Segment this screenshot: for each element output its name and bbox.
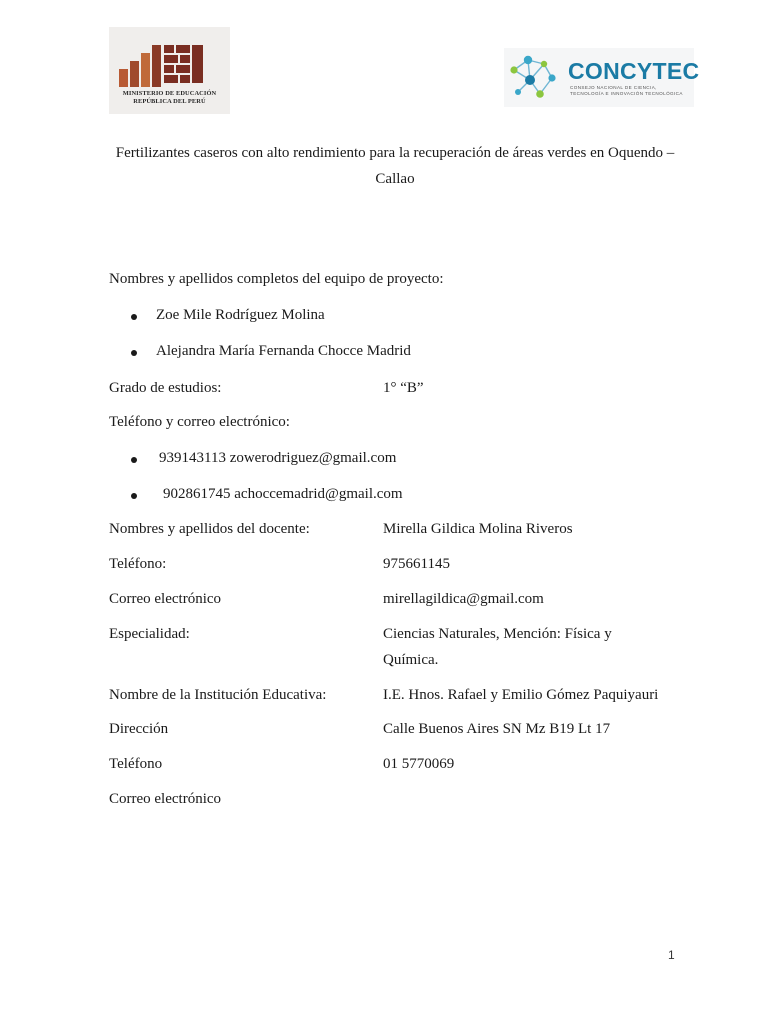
concytec-subtitle-line1: CONSEJO NACIONAL DE CIENCIA, (570, 85, 657, 90)
document-title: Fertilizantes caseros con alto rendimiento para la recuperación de áreas verdes en Oquendo – Callao (115, 145, 675, 187)
grade-label: Grado de estudios: (109, 380, 222, 396)
school-email-label: Correo electrónico (109, 791, 222, 807)
grade-value: 1° “B” (383, 380, 424, 396)
bullet-icon (131, 350, 137, 356)
team-member-1: Zoe Mile Rodríguez Molina (156, 307, 325, 323)
network-nodes-icon (504, 48, 568, 107)
institution-label: Nombre de la Institución Educativa: (109, 687, 327, 703)
specialty-value-line1: Ciencias Naturales, Mención: Física y (383, 626, 612, 642)
address-label: Dirección (109, 721, 169, 737)
teacher-name-value: Mirella Gildica Molina Riveros (383, 521, 573, 537)
school-phone-value: 01 5770069 (383, 756, 455, 772)
specialty-label: Especialidad: (109, 626, 190, 642)
address-value: Calle Buenos Aires SN Mz B19 Lt 17 (383, 721, 611, 737)
team-label: Nombres y apellidos completos del equipo de proyecto: (109, 271, 444, 287)
bullet-icon (131, 457, 137, 463)
teacher-name-label: Nombres y apellidos del docente: (109, 521, 310, 537)
minedu-logo (109, 27, 230, 114)
concytec-wordmark: CONCYTEC (568, 58, 700, 84)
contact-label: Teléfono y correo electrónico: (109, 414, 290, 430)
contact-2: 902861745 achoccemadrid@gmail.com (163, 486, 403, 502)
page-number: 1 (668, 948, 675, 962)
specialty-value-line2: Química. (383, 652, 439, 668)
school-phone-label: Teléfono (109, 756, 163, 772)
concytec-subtitle-line2: TECNOLOGÍA E INNOVACIÓN TECNOLÓGICA (570, 91, 683, 96)
institution-value: I.E. Hnos. Rafael y Emilio Gómez Paquiyauri (383, 687, 659, 703)
bullet-icon (131, 314, 137, 320)
teacher-phone-value: 975661145 (383, 556, 450, 572)
teacher-phone-label: Teléfono: (109, 556, 167, 572)
bullet-icon (131, 493, 137, 499)
concytec-logo (504, 48, 700, 107)
contact-1: 939143113 zowerodriguez@gmail.com (159, 450, 397, 466)
team-member-2: Alejandra María Fernanda Chocce Madrid (156, 343, 411, 359)
minedu-logo-line1: MINISTERIO DE EDUCACIÓN (122, 90, 217, 97)
teacher-email-value: mirellagildica@gmail.com (383, 591, 544, 607)
minedu-logo-line2: REPÚBLICA DEL PERÚ (133, 98, 206, 105)
teacher-email-label: Correo electrónico (109, 591, 222, 607)
